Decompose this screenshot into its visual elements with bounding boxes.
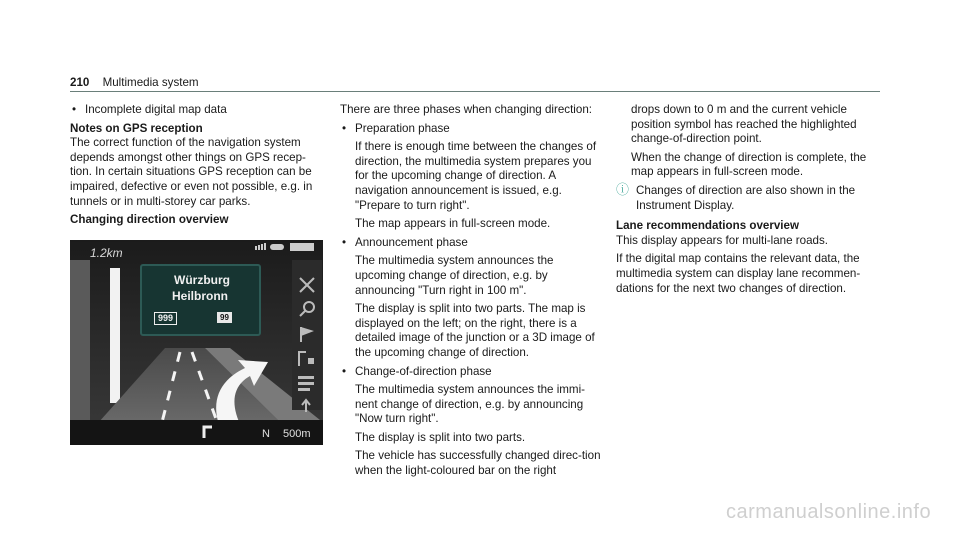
compass-north: N <box>262 428 270 440</box>
changing-direction-heading: Changing direction overview <box>70 213 229 227</box>
phase-change-text-continued: drops down to 0 m and the current vehicle position symbol has reached the highlighted change-of-direction point. <box>631 103 857 146</box>
sign-city-heilbronn: Heilbronn <box>172 289 228 303</box>
distance-progress-bar <box>110 268 120 403</box>
instrument-display-note <box>616 181 878 213</box>
side-menu-bg <box>292 260 322 410</box>
phase-change-text-2: The display is split into two parts. <box>355 430 526 444</box>
watermark: carmanualsonline.info <box>726 501 932 523</box>
distance-remaining-top: 1.2km <box>90 246 123 260</box>
note-text: Changes of direction are also shown in the Instrument Display. <box>636 183 856 212</box>
change-complete-text: When the change of direction is complete, the map appears in full-screen mode. <box>631 150 867 179</box>
road-number-999: 999 <box>154 312 177 325</box>
road-number-99: 99 <box>217 312 232 323</box>
page-section-title: Multimedia system <box>102 76 199 89</box>
direction-sign <box>140 264 261 336</box>
phase-announcement-text-2: The display is split into two parts. The map is displayed on the left; on the right, there is a detailed image of the junction or a 3D image of the upcoming change of direction. <box>355 302 595 359</box>
sign-city-wurzburg: Würzburg <box>174 273 230 287</box>
column-2 <box>340 103 602 483</box>
phase-preparation-text-1: If there is enough time between the changes of direction, the multimedia system prepares you for the upcoming change of direction. A navigation announcement is issued, e.g. "Prepare to turn right". <box>355 140 597 212</box>
phase-announcement-title: • Announcement phase <box>340 236 602 251</box>
page-number: 210 <box>70 76 90 89</box>
lane-recommendations-text-2: If the digital map contains the relevant data, the multimedia system can display lane recommen-dations for the next two changes of direction. <box>616 252 861 295</box>
bullet-incomplete-map: • Incomplete digital map data <box>70 103 325 118</box>
info-icon: ⓘ <box>616 181 630 197</box>
phase-preparation-text-2: The map appears in full-screen mode. <box>355 217 551 231</box>
phase-announcement-text-1: The multimedia system announces the upcoming change of direction, e.g. by announcing "Turn right in 100 m". <box>355 254 554 297</box>
column-1 <box>70 103 325 234</box>
phase-change-text-1: The multimedia system announces the immi-nent change of direction, e.g. by announcing "Now turn right". <box>355 383 586 426</box>
phase-change-text-3: The vehicle has successfully changed direc-tion when the light-coloured bar on the right <box>355 449 601 478</box>
lane-recommendations-heading: Lane recommendations overview <box>616 219 799 233</box>
header-rule <box>70 91 880 92</box>
distance-to-turn: 500m <box>283 428 311 440</box>
page-header <box>70 76 880 91</box>
phase-change-title: • Change-of-direction phase <box>340 365 602 380</box>
notes-gps-heading: Notes on GPS reception <box>70 121 203 135</box>
navigation-display-image <box>70 240 323 445</box>
phases-intro: There are three phases when changing direction: <box>340 103 592 116</box>
phase-preparation-title: • Preparation phase <box>340 122 602 137</box>
notes-gps-text: The correct function of the navigation system depends amongst other things on GPS recep-tion. In certain situations GPS reception can be impaired, defective or even not possible, e.g. in tunnels or in multi-storey car parks. <box>70 136 313 208</box>
lane-recommendations-text-1: This display appears for multi-lane roads. <box>616 233 829 247</box>
left-edge-strip <box>70 260 90 445</box>
column-3 <box>616 103 878 300</box>
